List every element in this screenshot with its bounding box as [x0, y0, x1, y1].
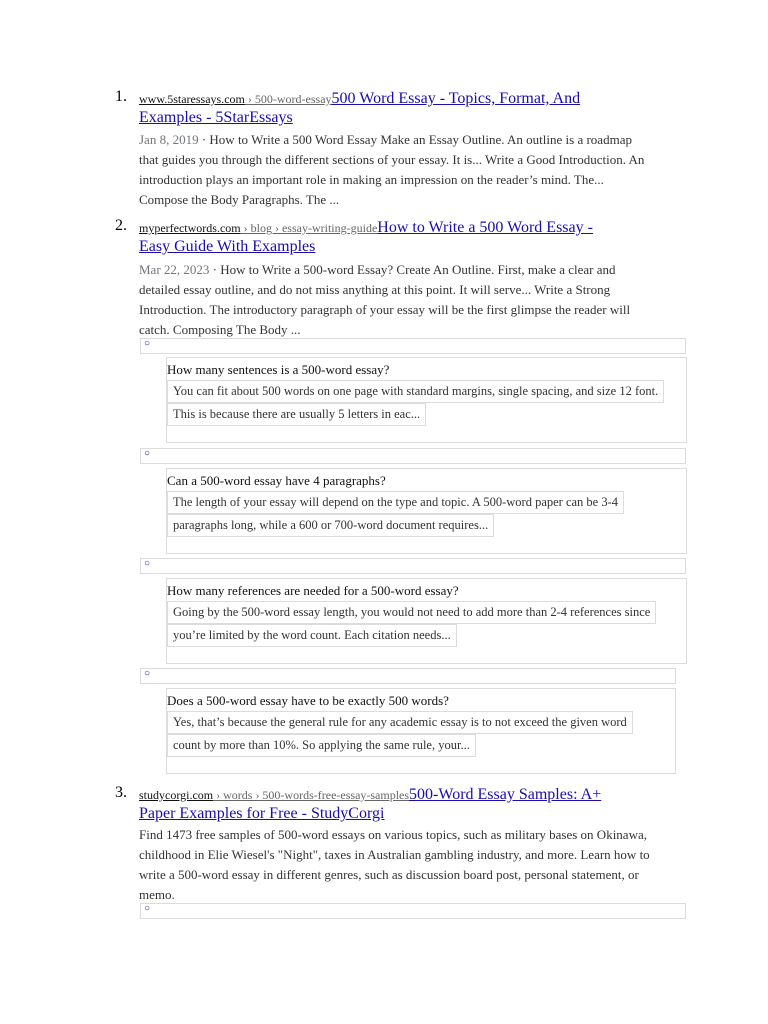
- result-breadcrumb-link[interactable]: › blog › essay-writing-guide: [240, 221, 378, 235]
- snippet-text: · How to Write a 500 Word Essay Make an Essay Outline. An outline is a roadmap: [198, 132, 632, 147]
- result-title-link-cont[interactable]: Examples - 5StarEssays: [139, 109, 293, 126]
- faq-answer: Going by the 500-word essay length, you would not need to add more than 2-4 references since: [167, 601, 656, 624]
- circle-bullet-icon: ○: [144, 448, 151, 459]
- faq-answer: This is because there are usually 5 letters in eac...: [167, 403, 426, 426]
- result-number: 1.: [115, 88, 127, 105]
- faq-answer: Yes, that’s because the general rule for any academic essay is to not exceed the given word: [167, 711, 633, 734]
- faq-item: [166, 578, 687, 664]
- result-number: 2.: [115, 217, 127, 234]
- faq-expander-2[interactable]: [140, 448, 686, 464]
- faq-expander-3[interactable]: [140, 558, 686, 574]
- faq-answer: paragraphs long, while a 600 or 700-word document requires...: [167, 514, 494, 537]
- result-date: Jan 8, 2019: [139, 132, 199, 147]
- result-title-line: [139, 89, 679, 109]
- faq-question[interactable]: Does a 500-word essay have to be exactly 500 words?: [167, 693, 449, 708]
- faq-expander-5[interactable]: [140, 903, 686, 919]
- result-breadcrumb-link[interactable]: › words › 500-words-free-essay-samples: [213, 788, 410, 802]
- faq-expander-1[interactable]: [140, 338, 686, 354]
- snippet-text: Compose the Body Paragraphs. The ...: [139, 192, 340, 207]
- result-title-link[interactable]: 500-Word Essay Samples: A+: [409, 786, 602, 803]
- result-title-link[interactable]: How to Write a 500 Word Essay -: [377, 219, 593, 236]
- result-snippet: [139, 130, 679, 210]
- result-title-link[interactable]: 500 Word Essay - Topics, Format, And: [331, 90, 581, 107]
- snippet-text: childhood in Elie Wiesel's "Night", taxes in Australian gambling industry, and more. Learn how to: [139, 847, 650, 862]
- snippet-text: detailed essay outline, and do not miss anything at this point. It will serve... Write a Strong: [139, 282, 611, 297]
- result-number: 3.: [115, 784, 127, 801]
- snippet-text: introduction plays an important role in making an impression on the reader’s mind. The...: [139, 172, 604, 187]
- faq-expander-4[interactable]: [140, 668, 676, 684]
- snippet-text: catch. Composing The Body ...: [139, 322, 301, 337]
- circle-bullet-icon: ○: [144, 668, 151, 679]
- faq-item: [166, 357, 687, 443]
- faq-question[interactable]: How many sentences is a 500-word essay?: [167, 362, 390, 377]
- snippet-text: memo.: [139, 887, 175, 902]
- snippet-text: write a 500-word essay in different genres, such as discussion board post, personal statement, or: [139, 867, 639, 882]
- result-breadcrumb-link[interactable]: › 500-word-essay: [244, 92, 332, 106]
- faq-answer: you’re limited by the word count. Each citation needs...: [167, 624, 457, 647]
- faq-answer: You can fit about 500 words on one page with standard margins, single spacing, and size 12 font.: [167, 380, 664, 403]
- result-date: Mar 22, 2023: [139, 262, 210, 277]
- snippet-text: Find 1473 free samples of 500-word essays on various topics, such as military bases on Okinawa,: [139, 827, 647, 842]
- faq-question[interactable]: How many references are needed for a 500-word essay?: [167, 583, 459, 598]
- result-snippet: [139, 260, 679, 340]
- result-domain-link[interactable]: myperfectwords.com: [139, 221, 241, 235]
- faq-item: [166, 688, 676, 774]
- snippet-text: that guides you through the different sections of your essay. It is... Write a Good Introduction. An: [139, 152, 645, 167]
- circle-bullet-icon: ○: [144, 338, 151, 349]
- result-domain-link[interactable]: www.5staressays.com: [139, 92, 245, 106]
- faq-answer: The length of your essay will depend on the type and topic. A 500-word paper can be 3-4: [167, 491, 624, 514]
- faq-answer: count by more than 10%. So applying the same rule, your...: [167, 734, 476, 757]
- faq-item: [166, 468, 687, 554]
- result-title-link-cont[interactable]: Easy Guide With Examples: [139, 238, 316, 255]
- result-domain-link[interactable]: studycorgi.com: [139, 788, 214, 802]
- circle-bullet-icon: ○: [144, 903, 151, 914]
- faq-question[interactable]: Can a 500-word essay have 4 paragraphs?: [167, 473, 386, 488]
- result-snippet: [139, 825, 679, 905]
- result-title-link-cont[interactable]: Paper Examples for Free - StudyCorgi: [139, 805, 385, 822]
- snippet-text: Introduction. The introductory paragraph of your essay will be the first glimpse the reader will: [139, 302, 631, 317]
- snippet-text: · How to Write a 500-word Essay? Create An Outline. First, make a clear and: [209, 262, 616, 277]
- circle-bullet-icon: ○: [144, 558, 151, 569]
